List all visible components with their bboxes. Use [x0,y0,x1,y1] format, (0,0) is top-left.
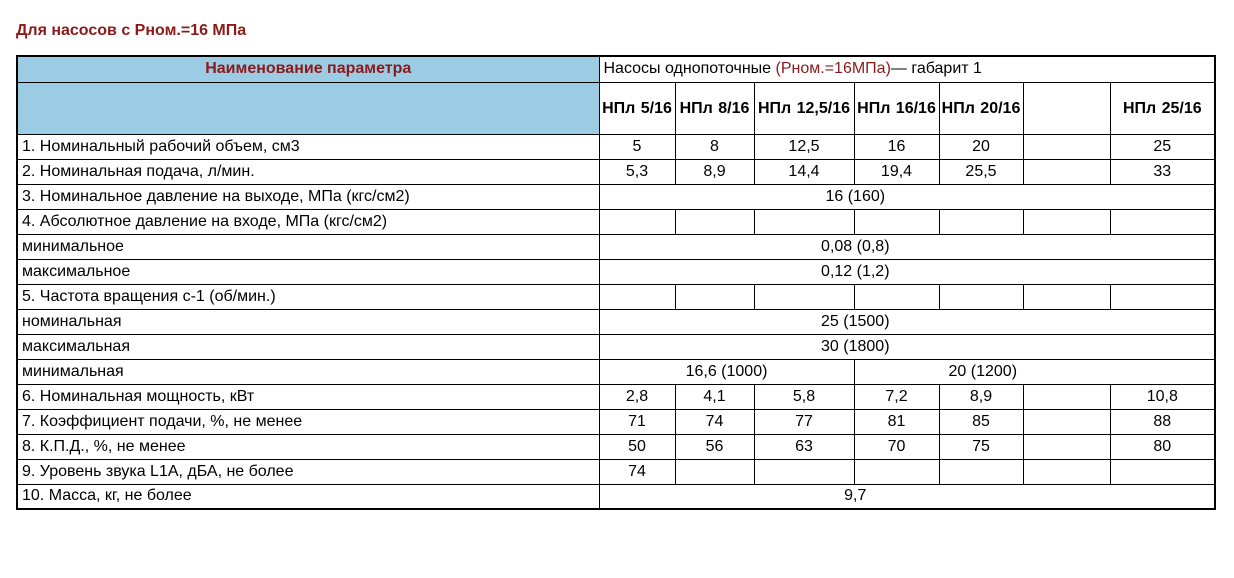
column-header: НПл 16/16 [854,82,939,134]
value-cell: 71 [599,409,675,434]
column-header: НПл 20/16 [939,82,1023,134]
value-cell [754,284,854,309]
param-label-cell: 3. Номинальное давление на выходе, МПа (кгс/см2) [17,184,599,209]
value-cell: 14,4 [754,159,854,184]
value-cell [599,209,675,234]
value-cell: 5 [599,134,675,159]
value-cell [1110,284,1215,309]
group-header-row [17,56,1215,82]
group-header-suffix: — габарит 1 [890,60,982,78]
param-header-cell: Наименование параметра [17,56,599,82]
param-label-cell: 4. Абсолютное давление на входе, МПа (кгс/см2) [17,209,599,234]
value-cell: 0,12 (1,2) [599,259,1215,284]
value-cell: 20 [939,134,1023,159]
value-cell [939,284,1023,309]
value-cell [1023,159,1110,184]
table-row [17,159,1215,184]
table-row [17,384,1215,409]
table-row [17,359,1215,384]
param-label-cell: 1. Номинальный рабочий объем, см3 [17,134,599,159]
value-cell: 25 (1500) [599,309,1215,334]
value-cell: 88 [1110,409,1215,434]
column-header: НПл 25/16 [1110,82,1215,134]
column-header-spacer [1023,82,1110,134]
table-row [17,134,1215,159]
param-label-cell: 7. Коэффициент подачи, %, не менее [17,409,599,434]
value-cell: 9,7 [599,484,1215,509]
value-cell: 77 [754,409,854,434]
value-cell [1110,459,1215,484]
value-cell: 8,9 [939,384,1023,409]
value-cell: 63 [754,434,854,459]
param-label-cell: номинальная [17,309,599,334]
value-cell: 30 (1800) [599,334,1215,359]
value-cell: 16 [854,134,939,159]
value-cell: 33 [1110,159,1215,184]
column-header-row [17,82,1215,134]
table-row [17,334,1215,359]
param-label-cell: 10. Масса, кг, не более [17,484,599,509]
table-row [17,234,1215,259]
value-cell: 19,4 [854,159,939,184]
value-cell: 10,8 [1110,384,1215,409]
value-cell: 2,8 [599,384,675,409]
value-cell [675,459,754,484]
table-row [17,209,1215,234]
value-cell [854,459,939,484]
value-cell: 16,6 (1000) [599,359,854,384]
value-cell [939,459,1023,484]
param-label-cell: максимальная [17,334,599,359]
table-row [17,259,1215,284]
value-cell [599,284,675,309]
value-cell: 25,5 [939,159,1023,184]
table-row [17,409,1215,434]
value-cell: 81 [854,409,939,434]
param-label-cell: 6. Номинальная мощность, кВт [17,384,599,409]
table-row [17,309,1215,334]
column-header: НПл 12,5/16 [754,82,854,134]
group-header-highlight: (Рном.=16МПа) [775,60,891,78]
value-cell [1023,459,1110,484]
value-cell [939,209,1023,234]
value-cell: 16 (160) [599,184,1215,209]
value-cell: 7,2 [854,384,939,409]
group-header-prefix: Насосы однопоточные [603,60,776,78]
value-cell: 5,8 [754,384,854,409]
value-cell [675,209,754,234]
table-row [17,484,1215,509]
param-label-cell: минимальное [17,234,599,259]
table-row [17,284,1215,309]
value-cell [754,459,854,484]
value-cell [1023,384,1110,409]
value-cell [1023,434,1110,459]
param-label-cell: минимальная [17,359,599,384]
value-cell: 5,3 [599,159,675,184]
value-cell [675,284,754,309]
column-header: НПл 8/16 [675,82,754,134]
value-cell: 56 [675,434,754,459]
value-cell: 12,5 [754,134,854,159]
value-cell: 80 [1110,434,1215,459]
value-cell: 70 [854,434,939,459]
param-label-cell: 5. Частота вращения с-1 (об/мин.) [17,284,599,309]
table-row [17,184,1215,209]
value-cell [1023,134,1110,159]
column-header: НПл 5/16 [599,82,675,134]
value-cell: 0,08 (0,8) [599,234,1215,259]
value-cell [1023,409,1110,434]
value-cell: 8 [675,134,754,159]
value-cell: 50 [599,434,675,459]
value-cell: 85 [939,409,1023,434]
value-cell: 74 [599,459,675,484]
value-cell: 8,9 [675,159,754,184]
table-body [17,134,1215,509]
param-label-cell: 8. К.П.Д., %, не менее [17,434,599,459]
value-cell [1023,284,1110,309]
value-cell: 4,1 [675,384,754,409]
pump-parameters-table [16,55,1216,510]
table-row [17,459,1215,484]
param-label-cell: 9. Уровень звука L1A, дБА, не более [17,459,599,484]
value-cell [854,209,939,234]
param-label-cell: максимальное [17,259,599,284]
value-cell [1023,209,1110,234]
param-header-spacer-cell [17,82,599,134]
value-cell [754,209,854,234]
param-label-cell: 2. Номинальная подача, л/мин. [17,159,599,184]
value-cell: 74 [675,409,754,434]
value-cell [854,284,939,309]
group-header-cell [599,56,1215,82]
page-title: Для насосов с Рном.=16 МПа [16,22,247,39]
value-cell: 20 (1200) [854,359,1215,384]
value-cell: 25 [1110,134,1215,159]
table-row [17,434,1215,459]
value-cell: 75 [939,434,1023,459]
value-cell [1110,209,1215,234]
